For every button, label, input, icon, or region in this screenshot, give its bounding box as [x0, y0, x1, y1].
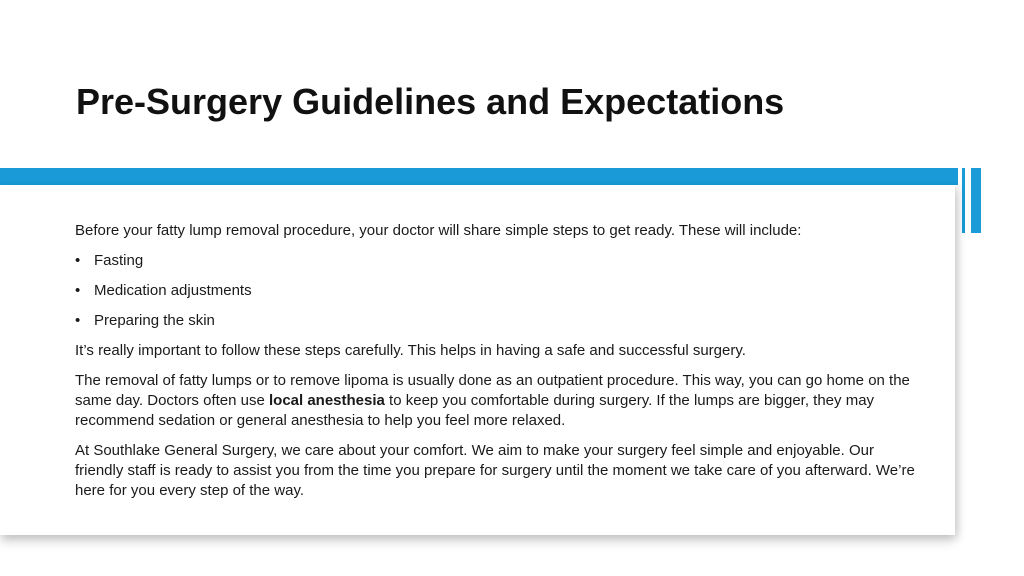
comfort-paragraph: At Southlake General Surgery, we care about your comfort. We aim to make your surgery feel simple and enjoyable. Our friendly staff is ready to assist you from the time you prepare for surgery until the moment we take care of you afterward. We’re here for you every step of the way.: [75, 442, 915, 499]
bullet-icon: •: [75, 312, 81, 329]
bullet-list: [75, 251, 915, 331]
bullet-label: Preparing the skin: [94, 312, 215, 329]
safety-paragraph: It’s really important to follow these steps carefully. This helps in having a safe and successful surgery.: [75, 342, 746, 359]
accent-stripe-thick: [971, 168, 981, 233]
accent-bar: [0, 168, 958, 185]
bullet-item-fasting: [75, 251, 915, 271]
bullet-item-medication: [75, 281, 915, 301]
procedure-paragraph: [75, 371, 915, 431]
bullet-item-skin: [75, 311, 915, 331]
bullet-icon: •: [75, 282, 81, 299]
local-anesthesia-emphasis: local anesthesia: [268, 392, 385, 409]
bullet-icon: •: [75, 252, 81, 269]
intro-paragraph: Before your fatty lump removal procedure, your doctor will share simple steps to get ready. These will include:: [75, 222, 802, 239]
accent-stripe-thin: [962, 168, 965, 233]
slide-title: Pre-Surgery Guidelines and Expectations: [76, 81, 785, 122]
procedure-text-end: to keep you comfortable during surgery. If the lumps are bigger, they may recommend sedation or general anesthesia to help you feel more relaxed.: [75, 392, 875, 429]
content-body: [75, 221, 915, 511]
bullet-label: Medication adjustments: [94, 282, 252, 299]
procedure-text-start: The removal of fatty lumps or to remove lipoma is usually done as an outpatient procedure. This way, you can go home on the same day. Doctors often use: [75, 372, 910, 409]
bullet-label: Fasting: [94, 252, 144, 269]
